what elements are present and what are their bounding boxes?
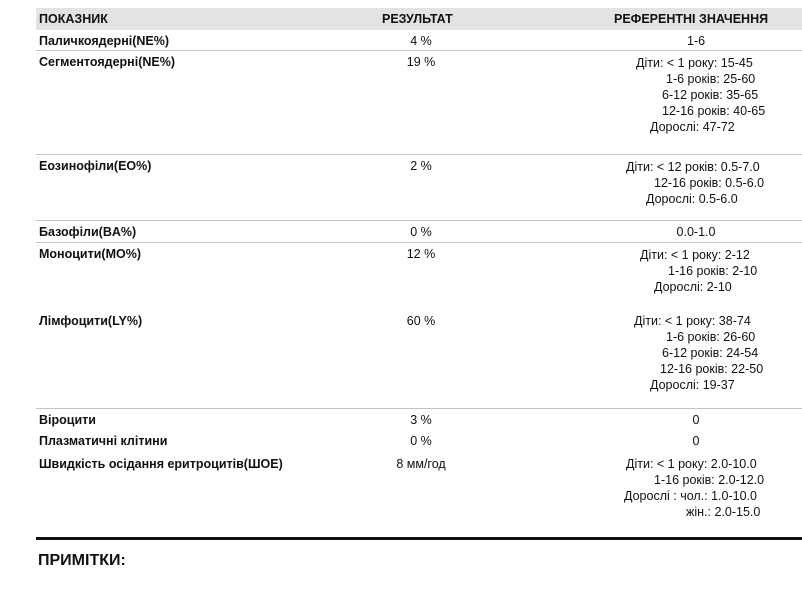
row-parameter: Базофіли(BA%): [39, 225, 137, 239]
row-result: 0 %: [410, 225, 432, 239]
row-reference-line: 6-12 років: 24-54: [662, 346, 759, 360]
row-reference-line: Діти: < 1 року: 2-12: [640, 248, 750, 262]
row-reference-line: Діти: < 1 року: 38-74: [634, 314, 751, 328]
row-reference-line: 1-6 років: 25-60: [666, 72, 756, 86]
row-reference-line: 12-16 років: 0.5-6.0: [654, 176, 765, 190]
row-reference-line: Дорослі: 47-72: [650, 120, 735, 134]
notes-title: ПРИМІТКИ:: [38, 552, 126, 569]
row-parameter: Лімфоцити(LY%): [39, 314, 143, 328]
table-row: [36, 31, 802, 51]
row-parameter: Сегментоядерні(NE%): [39, 55, 176, 69]
row-reference-line: Дорослі : чол.: 1.0-10.0: [624, 489, 757, 503]
table-row: [36, 221, 802, 243]
row-reference-line: Дорослі: 0.5-6.0: [646, 192, 738, 206]
row-parameter: Віроцити: [39, 413, 96, 427]
row-parameter: Плазматичні клітини: [39, 434, 168, 448]
row-result: 12 %: [406, 247, 436, 261]
row-reference: 0.0-1.0: [676, 225, 716, 239]
row-result: 3 %: [410, 413, 432, 427]
row-result: 8 мм/год: [396, 457, 446, 471]
table-row: [36, 155, 802, 221]
row-reference-line: Діти: < 1 року: 2.0-10.0: [626, 457, 757, 471]
header-parameter: ПОКАЗНИК: [39, 12, 108, 26]
row-reference: 0: [692, 434, 700, 448]
row-reference-line: жін.: 2.0-15.0: [686, 505, 761, 519]
table-row: [36, 310, 802, 409]
row-reference-line: Діти: < 1 року: 15-45: [636, 56, 753, 70]
row-reference: 0: [692, 413, 700, 427]
row-reference-line: Дорослі: 2-10: [654, 280, 732, 294]
row-result: 4 %: [410, 34, 432, 48]
row-result: 2 %: [410, 159, 432, 173]
row-reference: 1-6: [686, 34, 706, 48]
row-result: 19 %: [406, 55, 436, 69]
row-parameter: Еозинофіли(EO%): [39, 159, 152, 173]
row-reference-line: 1-16 років: 2-10: [668, 264, 758, 278]
header-result: РЕЗУЛЬТАТ: [382, 12, 453, 26]
table-header: [36, 8, 802, 30]
row-result: 0 %: [410, 434, 432, 448]
row-reference-line: 1-16 років: 2.0-12.0: [654, 473, 765, 487]
row-parameter: Швидкість осідання еритроцитів(ШОЕ): [39, 457, 283, 471]
header-reference: РЕФЕРЕНТНІ ЗНАЧЕННЯ: [614, 12, 769, 26]
table-bottom-rule: [36, 537, 802, 540]
row-parameter: Паличкоядерні(NE%): [39, 34, 170, 48]
table-row: [36, 243, 802, 310]
row-reference-line: Дорослі: 19-37: [650, 378, 735, 392]
row-parameter: Моноцити(MO%): [39, 247, 141, 261]
row-reference-line: 6-12 років: 35-65: [662, 88, 759, 102]
table-row: [36, 409, 802, 431]
row-reference-line: Діти: < 12 років: 0.5-7.0: [626, 160, 760, 174]
table-row: [36, 51, 802, 155]
table-row: [36, 431, 802, 452]
table-row: [36, 452, 802, 536]
row-reference-line: 12-16 років: 40-65: [662, 104, 766, 118]
row-reference-line: 1-6 років: 26-60: [666, 330, 756, 344]
row-result: 60 %: [406, 314, 436, 328]
row-reference-line: 12-16 років: 22-50: [660, 362, 764, 376]
